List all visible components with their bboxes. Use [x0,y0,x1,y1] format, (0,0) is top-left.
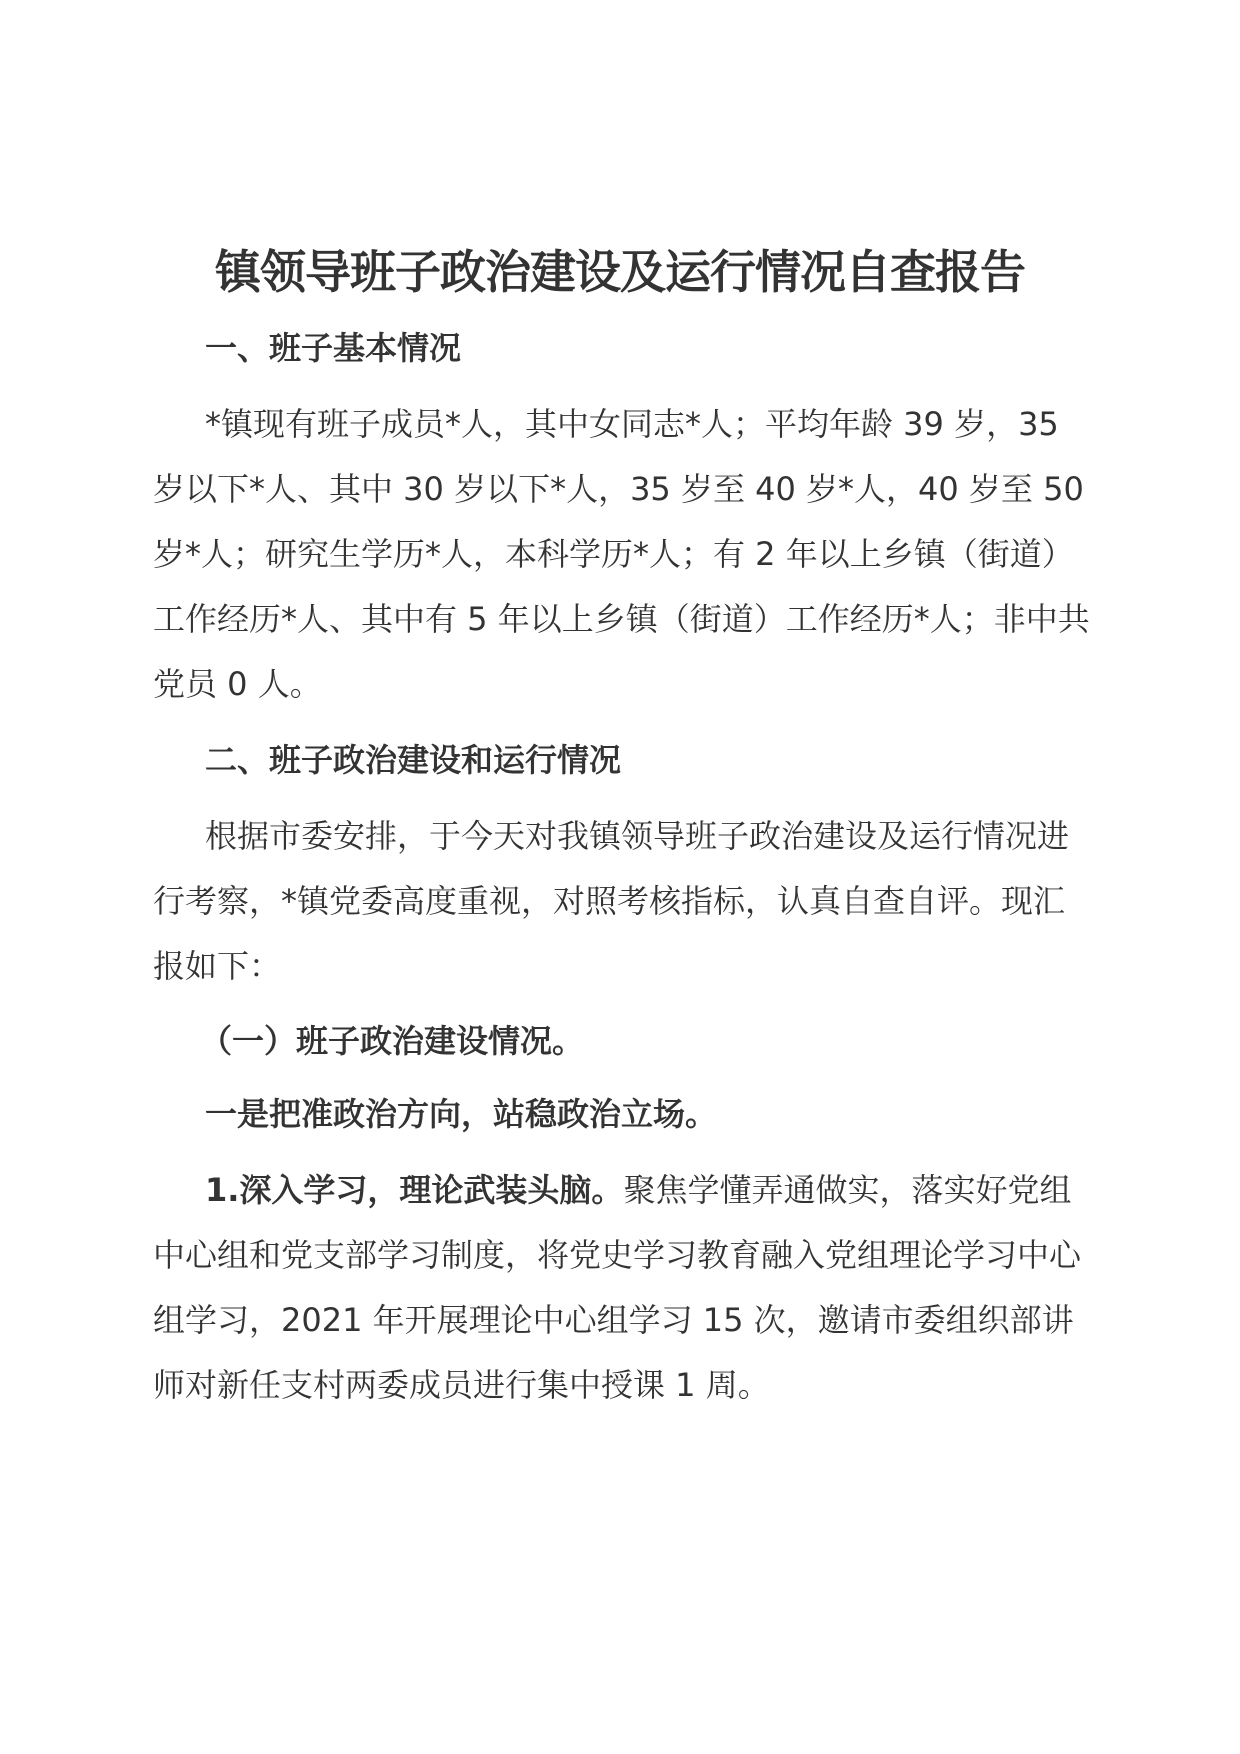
section-heading-basic-info: 一、班子基本情况 [205,329,462,367]
point-heading-political-direction: 一是把准政治方向，站稳政治立场。 [205,1095,718,1133]
section-heading-political-construction: 二、班子政治建设和运行情况 [205,741,622,779]
document-title: 镇领导班子政治建设及运行情况自查报告 [215,245,1025,299]
paragraph-basic-info: *镇现有班子成员*人，其中女同志*人；平均年龄 39 岁，35 岁以下*人、其中 30 岁以下*人，35 岁至 40 岁*人，40 岁至 50 岁*人；研究生学历*人，本科学历*人；有 2 年以上乡镇（街道）工作经历*人、其中有 5 年以上乡镇（街道）工作经历*人；非中共党员 0 人。 [153,405,1090,703]
subheading-political-construction: （一）班子政治建设情况。 [200,1022,585,1060]
item-1-text: 聚焦学懂弄通做实，落实好党组中心组和党支部学习制度，将党史学习教育融入党组理论学习中心组学习，2021 年开展理论中心组学习 15 次，邀请市委组织部讲师对新任支村两委成员进行集中授课 1 周。 [153,1171,1082,1404]
paragraph-item-1 [153,1158,1093,1418]
paragraph-introduction: 根据市委安排，于今天对我镇领导班子政治建设及运行情况进行考察，*镇党委高度重视，对照考核指标，认真自查自评。现汇报如下： [153,817,1070,985]
item-1-lead: 1.深入学习，理论武装头脑。 [205,1171,624,1209]
